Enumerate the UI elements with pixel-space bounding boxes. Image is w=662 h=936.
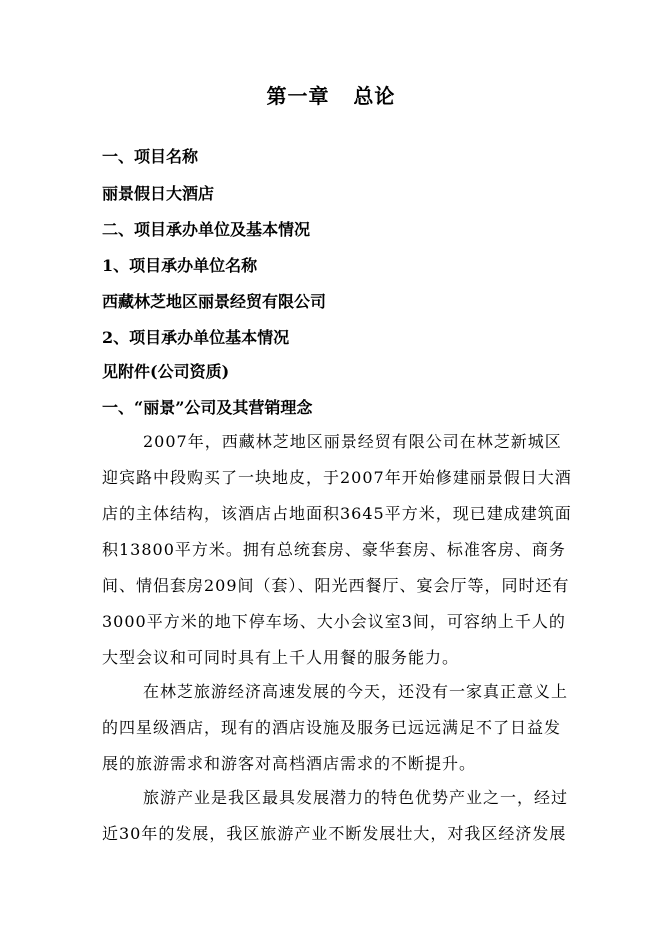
chapter-title: 第一章 总论 — [266, 84, 396, 108]
sponsor-company-name: 西藏林芝地区丽景经贸有限公司 — [102, 292, 327, 311]
paragraph-line: 近30年的发展，我区旅游产业不断发展壮大，对我区经济发展 — [102, 824, 567, 843]
paragraph-line: 旅游产业是我区最具发展潜力的特色优势产业之一，经过 — [143, 788, 569, 807]
paragraph-line: 展的旅游需求和游客对高档酒店需求的不断提升。 — [102, 754, 477, 773]
project-name: 丽景假日大酒店 — [102, 184, 215, 203]
paragraph-line: 店的主体结构，该酒店占地面积3645平方米，现已建成建筑面 — [102, 504, 572, 523]
paragraph-tourism-industry — [102, 780, 569, 852]
attachment-note: 见附件(公司资质) — [102, 362, 230, 381]
paragraph-company-intro — [102, 424, 572, 676]
paragraph-line: 3000平方米的地下停车场、大小会议室3间，可容纳上千人的 — [102, 612, 566, 631]
paragraph-line: 迎宾路中段购买了一块地皮，于2007年开始修建丽景假日大酒 — [102, 468, 572, 487]
subheading-sponsor-info: 2、项目承办单位基本情况 — [102, 328, 290, 347]
paragraph-line: 在林芝旅游经济高速发展的今天，还没有一家真正意义上 — [143, 682, 569, 701]
section-heading-sponsor: 二、项目承办单位及基本情况 — [102, 220, 311, 239]
paragraph-line: 积13800平方米。拥有总统套房、豪华套房、标准客房、商务 — [102, 540, 566, 559]
section-heading-project-name: 一、项目名称 — [102, 147, 199, 166]
paragraph-line: 2007年，西藏林芝地区丽景经贸有限公司在林芝新城区 — [143, 432, 562, 451]
paragraph-market-gap — [102, 674, 569, 782]
section-heading-company-philosophy: 一、“丽景”公司及其营销理念 — [102, 398, 313, 417]
subheading-sponsor-name: 1、项目承办单位名称 — [102, 256, 258, 275]
paragraph-line: 间、情侣套房209间（套）、阳光西餐厅、宴会厅等，同时还有 — [102, 576, 570, 595]
paragraph-line: 的四星级酒店，现有的酒店设施及服务已远远满足不了日益发 — [102, 718, 562, 737]
paragraph-line: 大型会议和可同时具有上千人用餐的服务能力。 — [102, 648, 460, 667]
